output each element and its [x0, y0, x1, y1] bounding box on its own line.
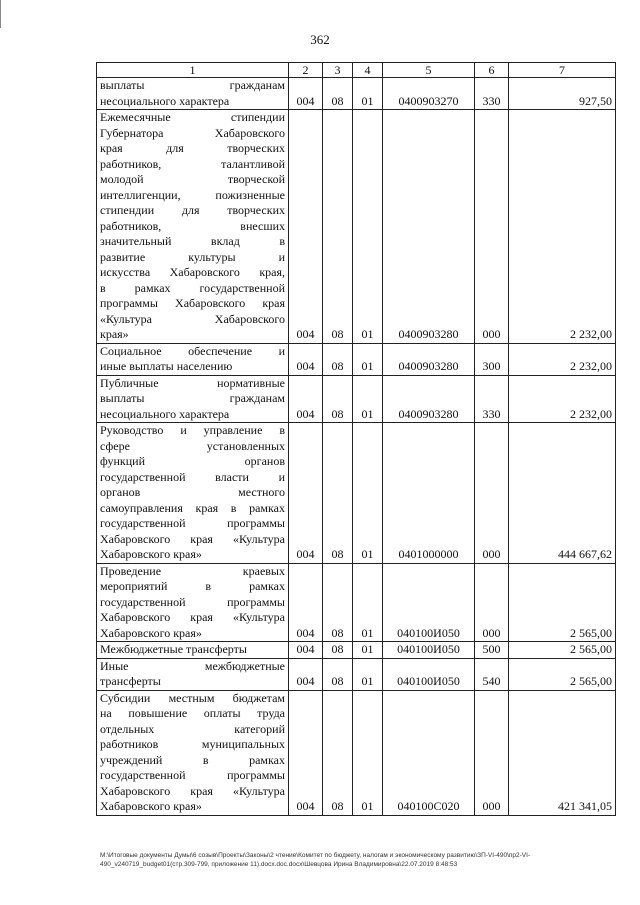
footer-line-1: М:\Итоговые документы Думы\6 созыв\Проекты\Законы\2 чтение\Комитет по бюджету, налогам и экономическому развитию\ЗП-VI-490\пр2-VI- — [100, 852, 531, 859]
subsection-code-cell: 08 — [323, 343, 353, 375]
table-row — [97, 423, 616, 564]
row-name-cell — [97, 110, 289, 344]
header-col-1: 1 — [97, 63, 289, 78]
section-code-cell: 004 — [289, 658, 323, 690]
footer-line-2: 490_v240719_budget01(стр.309-799, приложение 11).docx.doc.docx\Шевцова Ирина Владимировна\22.07.2019 8:48:53 — [100, 861, 458, 868]
row-name-cell — [97, 690, 289, 815]
sub-code-cell: 01 — [353, 343, 383, 375]
row-name-line: края» — [100, 327, 129, 341]
row-name-line: Хабаровского края» — [100, 547, 202, 561]
row-name-line: несоциального характера — [100, 93, 230, 108]
target-article-cell: 0400903280 — [383, 343, 475, 375]
target-article-cell: 0400903280 — [383, 375, 475, 423]
sub-code-cell: 01 — [353, 375, 383, 423]
amount-cell: 2 232,00 — [509, 343, 616, 375]
expense-type-cell: 000 — [475, 563, 509, 642]
section-code-cell: 004 — [289, 375, 323, 423]
row-name-cell — [97, 375, 289, 423]
row-name-line: Проведение краевых — [100, 563, 285, 578]
row-name-line: Руководство и управление в — [100, 423, 285, 437]
row-name-line: отдельных категорий — [100, 721, 285, 736]
section-code-cell: 004 — [289, 423, 323, 564]
row-name-line: выплаты гражданам — [100, 78, 285, 92]
sub-code-cell: 01 — [353, 690, 383, 815]
header-col-6: 6 — [475, 63, 509, 78]
expense-type-cell: 300 — [475, 343, 509, 375]
row-name-line: «Культура Хабаровского — [100, 311, 285, 326]
table-body — [97, 78, 616, 816]
subsection-code-cell: 08 — [323, 642, 353, 659]
table-row — [97, 690, 616, 815]
table-row — [97, 642, 616, 659]
row-name-line: стипендии для творческих — [100, 203, 285, 217]
section-code-cell: 004 — [289, 343, 323, 375]
target-article-cell: 0400903280 — [383, 110, 475, 344]
row-name-line: выплаты гражданам — [100, 391, 285, 405]
row-name-cell — [97, 343, 289, 375]
header-col-7: 7 — [509, 63, 616, 78]
row-name-line: самоуправления края в рамках — [100, 500, 285, 515]
header-col-4: 4 — [353, 63, 383, 78]
subsection-code-cell: 08 — [323, 563, 353, 642]
section-code-cell: 004 — [289, 563, 323, 642]
target-article-cell: 040100С020 — [383, 690, 475, 815]
row-name-cell — [97, 642, 289, 659]
target-article-cell: 040100И050 — [383, 658, 475, 690]
row-name-line: Публичные нормативные — [100, 375, 285, 390]
row-name-line: Хабаровского края» — [100, 799, 202, 813]
section-code-cell: 004 — [289, 642, 323, 659]
row-name-line: Хабаровского края» — [100, 625, 202, 640]
row-name-line: на повышение оплаты труда — [100, 706, 285, 720]
target-article-cell: 0401000000 — [383, 423, 475, 564]
budget-table — [96, 62, 616, 816]
expense-type-cell: 540 — [475, 658, 509, 690]
subsection-code-cell: 08 — [323, 690, 353, 815]
expense-type-cell: 330 — [475, 78, 509, 110]
row-name-cell — [97, 563, 289, 642]
row-name-line: сфере установленных — [100, 438, 285, 453]
amount-cell: 2 565,00 — [509, 563, 616, 642]
expense-type-cell: 000 — [475, 110, 509, 344]
target-article-cell: 040100И050 — [383, 642, 475, 659]
row-name-line: Хабаровского края «Культура — [100, 783, 285, 798]
expense-type-cell: 000 — [475, 690, 509, 815]
row-name-line: работников, внесших — [100, 218, 285, 233]
row-name-line: программы Хабаровского края — [100, 296, 285, 310]
amount-cell: 2 232,00 — [509, 110, 616, 344]
page-number: 362 — [310, 32, 330, 47]
table-row — [97, 110, 616, 344]
row-name-cell — [97, 658, 289, 690]
header-col-3: 3 — [323, 63, 353, 78]
row-name-line: Хабаровского края «Культура — [100, 531, 285, 546]
section-code-cell: 004 — [289, 110, 323, 344]
amount-cell: 2 232,00 — [509, 375, 616, 423]
row-name-line: края для творческих — [100, 141, 285, 155]
row-name-line: искусства Хабаровского края, — [100, 265, 285, 279]
table-row — [97, 375, 616, 423]
amount-cell: 927,50 — [509, 78, 616, 110]
sub-code-cell: 01 — [353, 423, 383, 564]
subsection-code-cell: 08 — [323, 658, 353, 690]
row-name-line: молодой творческой — [100, 172, 285, 186]
row-name-line: мероприятий в рамках — [100, 579, 285, 593]
header-col-2: 2 — [289, 63, 323, 78]
row-name-line: Губернатора Хабаровского — [100, 125, 285, 140]
row-name-line: государственной власти и — [100, 469, 285, 484]
subsection-code-cell: 08 — [323, 423, 353, 564]
sub-code-cell: 01 — [353, 78, 383, 110]
table-row — [97, 343, 616, 375]
subsection-code-cell: 08 — [323, 110, 353, 344]
target-article-cell: 040100И050 — [383, 563, 475, 642]
sub-code-cell: 01 — [353, 658, 383, 690]
row-name-line: учреждений в рамках — [100, 752, 285, 767]
row-name-line: государственной программы — [100, 594, 285, 609]
row-name-line: Социальное обеспечение и — [100, 343, 285, 358]
document-path-footer — [100, 851, 620, 869]
target-article-cell: 0400903270 — [383, 78, 475, 110]
row-name-line: Хабаровского края «Культура — [100, 610, 285, 624]
expense-type-cell: 500 — [475, 642, 509, 659]
row-name-line: значительный вклад в — [100, 234, 285, 248]
table-header-row — [97, 63, 616, 78]
row-name-line: работников, талантливой — [100, 156, 285, 171]
amount-cell: 2 565,00 — [509, 642, 616, 659]
table-row — [97, 78, 616, 110]
page-corner-mark — [0, 0, 6, 28]
row-name-cell — [97, 423, 289, 564]
row-name-line: государственной программы — [100, 768, 285, 782]
subsection-code-cell: 08 — [323, 375, 353, 423]
row-name-line: интеллигенции, пожизненные — [100, 187, 285, 202]
row-name-line: Субсидии местным бюджетам — [100, 690, 285, 705]
row-name-line: трансферты — [100, 674, 161, 688]
amount-cell: 2 565,00 — [509, 658, 616, 690]
sub-code-cell: 01 — [353, 563, 383, 642]
expense-type-cell: 330 — [475, 375, 509, 423]
row-name-line: органов местного — [100, 485, 285, 499]
row-name-line: государственной программы — [100, 516, 285, 530]
row-name-line: иные выплаты населению — [100, 359, 233, 373]
row-name-line: функций органов — [100, 454, 285, 468]
table-row — [97, 563, 616, 642]
row-name-line: Ежемесячные стипендии — [100, 110, 285, 124]
row-name-line: в рамках государственной — [100, 280, 285, 295]
section-code-cell: 004 — [289, 78, 323, 110]
header-col-5: 5 — [383, 63, 475, 78]
section-code-cell: 004 — [289, 690, 323, 815]
subsection-code-cell: 08 — [323, 78, 353, 110]
amount-cell: 444 667,62 — [509, 423, 616, 564]
sub-code-cell: 01 — [353, 110, 383, 344]
amount-cell: 421 341,05 — [509, 690, 616, 815]
row-name-line: Иные межбюджетные — [100, 658, 285, 673]
row-name-cell — [97, 78, 289, 110]
row-name-line: работников муниципальных — [100, 737, 285, 751]
sub-code-cell: 01 — [353, 642, 383, 659]
row-name-line: развитие культуры и — [100, 249, 285, 264]
row-name-line: несоциального характера — [100, 406, 230, 421]
expense-type-cell: 000 — [475, 423, 509, 564]
row-name-line: Межбюджетные трансферты — [100, 642, 247, 656]
table-row — [97, 658, 616, 690]
